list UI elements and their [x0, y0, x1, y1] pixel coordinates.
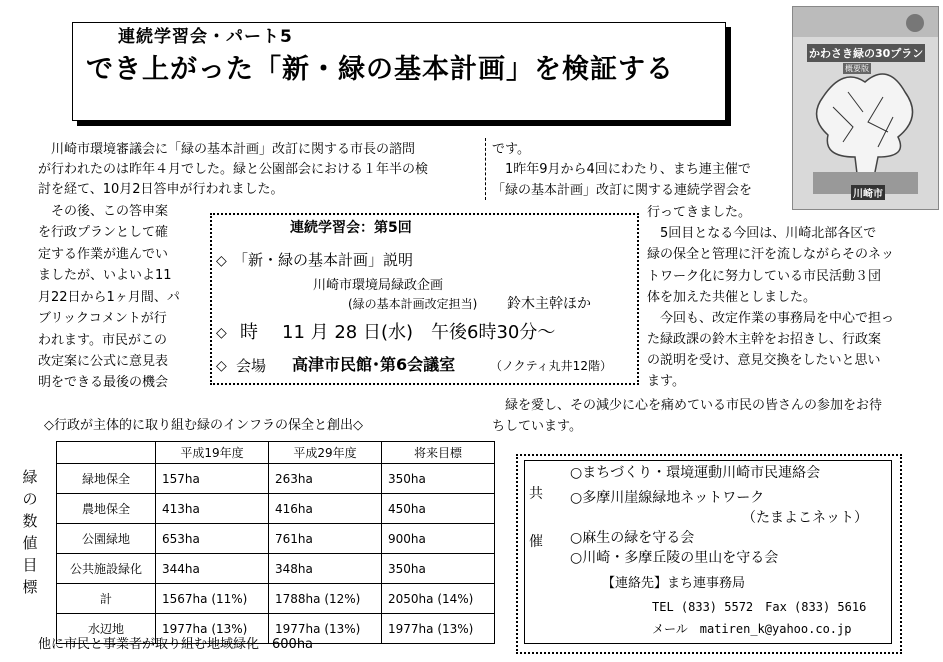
table-cell: 416ha	[269, 494, 382, 524]
venue-note: （ノクティ丸井12階）	[490, 359, 612, 373]
table-cell: 2050ha (14%)	[382, 584, 495, 614]
table-row	[57, 524, 495, 554]
cohost-org: ○まちづくり・環境運動川崎市民連絡会	[570, 465, 821, 481]
table-cell: 1977ha (13%)	[269, 614, 382, 644]
speaker-name: 鈴木主幹ほか	[507, 296, 591, 312]
table-cell: 350ha	[382, 554, 495, 584]
event-datetime: 11 月 28 日(水) 午後6時30分～	[282, 322, 556, 343]
left-text-line: 月22日から1ヶ月間、パ	[38, 290, 180, 305]
tree-illustration	[793, 7, 938, 209]
contact-phone-fax: TEL (833) 5572 Fax (833) 5616	[652, 600, 867, 614]
table-header-cell: 平成19年度	[156, 442, 269, 464]
right-text-line: 5回目となる今回は、川崎北部各区で	[647, 226, 877, 241]
left-text-line: 川崎市環境審議会に「緑の基本計画」改訂に関する市長の諮問	[38, 142, 416, 157]
table-caption: ◇行政が主体的に取り組む緑のインフラの保全と創出◇	[44, 418, 363, 433]
column-divider	[485, 138, 486, 200]
cohost-org-note: （たまよこネット）	[742, 510, 868, 526]
table-row	[57, 554, 495, 584]
left-text-line: を行政プランとして確	[38, 225, 169, 240]
table-row	[57, 494, 495, 524]
event-topic: 「新・緑の基本計画」説明	[233, 251, 414, 269]
table-cell: 1567ha (11%)	[156, 584, 269, 614]
venue-label: 会場	[236, 357, 267, 375]
table-cell: 157ha	[156, 464, 269, 494]
table-header-cell: 将来目標	[382, 442, 495, 464]
book-subtitle: 概要版	[845, 64, 869, 73]
left-text-line: ましたが、いよいよ11	[38, 268, 172, 283]
right-text-line: 緑を愛し、その減少に心を痛めている市民の皆さんの参加をお待	[492, 398, 883, 413]
contact-heading: 【連絡先】まち連事務局	[602, 576, 746, 591]
table-cell: 653ha	[156, 524, 269, 554]
row-label: 公共施設緑化	[57, 554, 156, 584]
right-text-line: 緑の保全と管理に汗を流しながらそのネッ	[647, 247, 895, 262]
table-cell: 344ha	[156, 554, 269, 584]
table-row	[57, 464, 495, 494]
right-text-line: です。	[492, 142, 530, 157]
row-label: 計	[57, 584, 156, 614]
venue-name: 高津市民館･第6会議室	[292, 355, 456, 374]
series-label: 連続学習会・パート5	[118, 27, 293, 47]
table-cell: 1977ha (13%)	[382, 614, 495, 644]
table-cell: 348ha	[269, 554, 382, 584]
cohost-org: ○麻生の緑を守る会	[570, 530, 695, 546]
row-label: 農地保全	[57, 494, 156, 524]
cohost-org: ○多摩川崖線緑地ネットワーク	[570, 490, 765, 506]
table-header-row	[57, 442, 495, 464]
table-header-cell: 平成29年度	[269, 442, 382, 464]
diamond-icon: ◇	[216, 325, 227, 341]
row-label: 緑地保全	[57, 464, 156, 494]
left-text-line: 定する作業が進んでい	[38, 247, 169, 262]
table-footnote: 他に市民と事業者が取り組む地域緑化 600ha	[38, 637, 314, 652]
right-text-line: た緑政課の鈴木主幹をお招きし、行政案	[647, 332, 882, 347]
right-text-line: 今回も、改定作業の事務局を中心で担っ	[647, 311, 895, 326]
right-text-line: トワーク化に努力している市民活動３団	[647, 269, 882, 284]
book-cover-image	[792, 6, 939, 210]
left-text-line: 改定案に公式に意見表	[38, 354, 169, 369]
time-label: 時	[240, 322, 258, 343]
table-cell: 900ha	[382, 524, 495, 554]
green-targets-table	[56, 441, 495, 644]
left-text-line: が行われたのは昨年４月でした。緑と公園部会における１年半の検	[38, 162, 429, 177]
table-row	[57, 584, 495, 614]
book-publisher: 川崎市	[851, 185, 885, 200]
left-text-line: その後、この答申案	[38, 204, 169, 219]
left-text-line: われます。市民がこの	[38, 333, 167, 348]
right-text-line: ちしています。	[492, 419, 582, 434]
table-cell: 761ha	[269, 524, 382, 554]
speaker-org: 川崎市環境局緑政企画	[313, 278, 444, 293]
row-label: 公園緑地	[57, 524, 156, 554]
left-text-line: 討を経て、10月2日答申が行われました。	[38, 182, 284, 197]
cohost-org: ○川崎・多摩丘陵の里山を守る会	[570, 550, 779, 566]
page-title: でき上がった「新・緑の基本計画」を検証する	[86, 54, 674, 85]
table-header-cell	[57, 442, 156, 464]
event-heading: 連続学習会：第5回	[290, 220, 412, 236]
right-text-line: 体を加えた共催としました。	[647, 290, 817, 305]
contact-email[interactable]: メール matiren_k@yahoo.co.jp	[652, 622, 852, 636]
table-cell: 350ha	[382, 464, 495, 494]
table-cell: 413ha	[156, 494, 269, 524]
right-text-line: の説明を受け、意見交換をしたいと思い	[647, 353, 881, 368]
table-cell: 1977ha (13%)	[156, 614, 269, 644]
table-cell: 450ha	[382, 494, 495, 524]
table-cell: 263ha	[269, 464, 382, 494]
book-title: かわさき緑の30プラン	[807, 44, 925, 62]
left-text-line: ブリックコメントが行	[38, 311, 167, 326]
diamond-icon: ◇	[216, 253, 227, 269]
table-cell: 1788ha (12%)	[269, 584, 382, 614]
left-text-line: 明をできる最後の機会	[38, 375, 169, 390]
right-text-line: 「緑の基本計画」改訂に関する連続学習会を	[492, 183, 753, 198]
side-vertical-label: 緑 の 数 値 目 標	[22, 468, 38, 596]
right-text-line: ます。	[647, 374, 685, 389]
row-label: 水辺地	[57, 614, 156, 644]
speaker-role: (緑の基本計画改定担当)	[348, 297, 478, 311]
right-text-line: 行ってきました。	[647, 205, 752, 220]
cohost-label: 共 催	[529, 486, 543, 550]
right-text-line: 1昨年9月から4回にわたり、まち連主催で	[492, 162, 751, 177]
diamond-icon: ◇	[216, 358, 227, 374]
